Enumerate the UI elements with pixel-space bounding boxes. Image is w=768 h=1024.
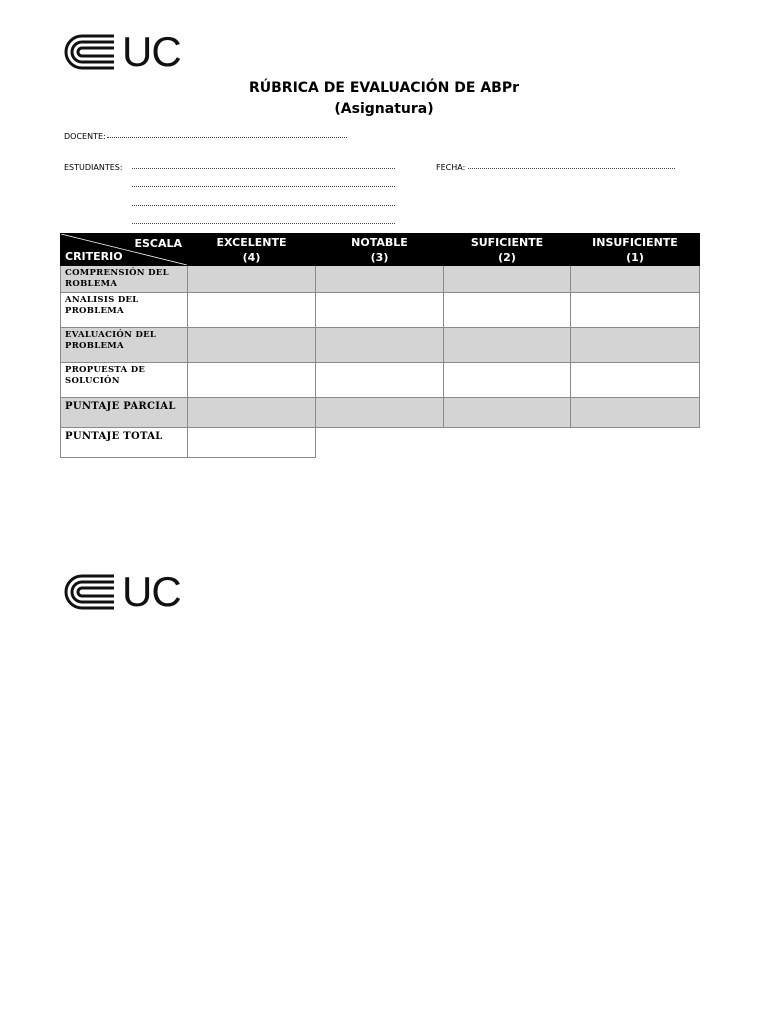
score-cell[interactable] bbox=[444, 363, 571, 398]
score-cell[interactable] bbox=[444, 266, 571, 293]
criterion-label: COMPRENSIÓN DEL ROBLEMA bbox=[61, 266, 188, 293]
rubric-table bbox=[60, 233, 700, 458]
uc-emblem-icon bbox=[64, 574, 116, 610]
score-cell[interactable] bbox=[571, 363, 700, 398]
score-cell[interactable] bbox=[316, 328, 444, 363]
score-cell[interactable] bbox=[316, 363, 444, 398]
empty-area bbox=[316, 428, 700, 458]
estudiantes-label: ESTUDIANTES: bbox=[64, 163, 123, 172]
header-level-suficiente: SUFICIENTE (2) bbox=[444, 234, 571, 266]
score-cell[interactable] bbox=[571, 328, 700, 363]
logo-text: UC bbox=[122, 568, 181, 615]
table-row bbox=[61, 363, 700, 398]
header-escala: ESCALA bbox=[134, 237, 182, 250]
fecha-label: FECHA: bbox=[436, 163, 466, 172]
total-score-cell[interactable] bbox=[188, 428, 316, 458]
score-cell[interactable] bbox=[316, 398, 444, 428]
header-corner bbox=[61, 234, 188, 266]
score-cell[interactable] bbox=[444, 293, 571, 328]
table-row bbox=[61, 293, 700, 328]
score-cell[interactable] bbox=[316, 293, 444, 328]
page-subtitle: (Asignatura) bbox=[334, 101, 434, 117]
table-row bbox=[61, 328, 700, 363]
score-cell[interactable] bbox=[571, 293, 700, 328]
score-cell[interactable] bbox=[316, 266, 444, 293]
estudiante-field-line-2[interactable] bbox=[132, 186, 395, 187]
docente-label: DOCENTE: bbox=[64, 132, 106, 141]
uc-logo-second-page bbox=[64, 568, 181, 615]
total-score-row bbox=[61, 428, 700, 458]
score-cell[interactable] bbox=[571, 266, 700, 293]
estudiante-field-line-1[interactable] bbox=[132, 168, 395, 169]
docente-field-line[interactable] bbox=[107, 137, 347, 138]
score-cell[interactable] bbox=[188, 363, 316, 398]
logo-text: UC bbox=[122, 28, 181, 75]
header-row bbox=[61, 234, 700, 266]
score-cell[interactable] bbox=[444, 398, 571, 428]
fecha-field-line[interactable] bbox=[468, 168, 675, 169]
header-criterio: CRITERIO bbox=[65, 250, 123, 263]
page-title: RÚBRICA DE EVALUACIÓN DE ABPr bbox=[248, 80, 520, 96]
partial-score-label: PUNTAJE PARCIAL bbox=[61, 398, 188, 428]
score-cell[interactable] bbox=[188, 293, 316, 328]
criterion-label: PROPUESTA DE SOLUCIÓN bbox=[61, 363, 188, 398]
header-level-excelente: EXCELENTE (4) bbox=[188, 234, 316, 266]
score-cell[interactable] bbox=[188, 328, 316, 363]
header-level-notable: NOTABLE (3) bbox=[316, 234, 444, 266]
estudiante-field-line-3[interactable] bbox=[132, 205, 395, 206]
estudiante-field-line-4[interactable] bbox=[132, 223, 395, 224]
score-cell[interactable] bbox=[188, 398, 316, 428]
partial-score-row bbox=[61, 398, 700, 428]
uc-logo bbox=[64, 28, 181, 75]
total-score-label: PUNTAJE TOTAL bbox=[61, 428, 188, 458]
criterion-label: EVALUACIÓN DEL PROBLEMA bbox=[61, 328, 188, 363]
score-cell[interactable] bbox=[188, 266, 316, 293]
table-row bbox=[61, 266, 700, 293]
uc-emblem-icon bbox=[64, 34, 116, 70]
header-level-insuficiente: INSUFICIENTE (1) bbox=[571, 234, 700, 266]
criterion-label: ANALISIS DEL PROBLEMA bbox=[61, 293, 188, 328]
score-cell[interactable] bbox=[571, 398, 700, 428]
score-cell[interactable] bbox=[444, 328, 571, 363]
